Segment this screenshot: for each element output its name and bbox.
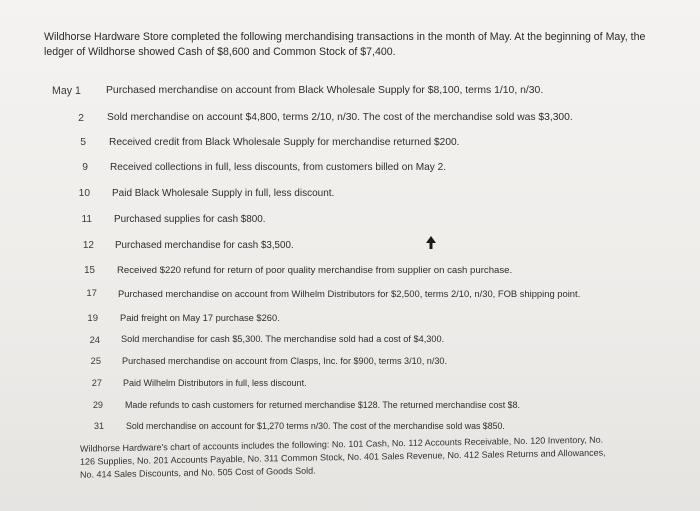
intro-paragraph: Wildhorse Hardware Store completed the following merchandising transactions in the month of May. At the beginning of May, the ledger of Wildhorse showed Cash of $8,600 and Common Stock of $7,400. <box>44 31 646 58</box>
transaction-text: Paid Wilhelm Distributors in full, less discount. <box>123 378 307 388</box>
transaction-text: Paid freight on May 17 purchase $260. <box>120 313 280 323</box>
transaction-text: Purchased merchandise on account from Clasps, Inc. for $900, terms 3/10, n/30. <box>122 356 448 366</box>
transaction-date: 31 <box>93 421 104 431</box>
transaction-date: 11 <box>81 214 92 225</box>
transaction-text: Paid Black Wholesale Supply in full, less discount. <box>112 188 335 199</box>
transaction-text: Made refunds to cash customers for returned merchandise $128. The returned merchandise cost $8. <box>125 400 520 410</box>
transaction-text: Received collections in full, less discounts, from customers billed on May 2. <box>110 162 447 173</box>
transaction-text: Sold merchandise on account $4,800, terms 2/10, n/30. The cost of the merchandise sold was $3,300. <box>107 112 573 123</box>
transaction-text: Purchased supplies for cash $800. <box>114 214 266 225</box>
transaction-date: 12 <box>82 240 94 251</box>
transaction-date: 10 <box>78 188 90 199</box>
transaction-date: 27 <box>91 378 102 388</box>
transaction-date: 19 <box>87 313 98 324</box>
transaction-date: 29 <box>92 400 103 410</box>
transaction-text: Purchased merchandise on account from Wilhelm Distributors for $2,500, terms 2/10, n/30, FOB shipping point. <box>118 288 581 299</box>
transaction-text: Purchased merchandise for cash $3,500. <box>115 240 294 251</box>
transaction-date: 9 <box>82 162 88 173</box>
transaction-text: Sold merchandise on account for $1,270 terms n/30. The cost of the merchandise sold was $850. <box>126 421 505 431</box>
transaction-text: Purchased merchandise on account from Black Wholesale Supply for $8,100, terms 1/10, n/30. <box>106 85 544 96</box>
chart-of-accounts-note: Wildhorse Hardware's chart of accounts includes the following: No. 101 Cash, No. 112 Accounts Receivable, No. 120 Inventory, No. 126 Supplies, No. 201 Accounts Payable, No. 311 Common Stock, No. 401 Sales Revenue, No. 412 Sales Returns and Allowances, No. 414 Sales Discounts, and No. 505 Cost of Goods Sold. <box>80 434 606 480</box>
transaction-text: Received $220 refund for return of poor quality merchandise from supplier on cash purchase. <box>117 265 513 276</box>
transaction-date: 17 <box>86 288 97 299</box>
transaction-date: 5 <box>80 137 86 148</box>
transaction-date: 25 <box>90 356 101 366</box>
transaction-date: 24 <box>89 334 100 345</box>
mouse-cursor-icon <box>425 236 437 250</box>
transaction-date: 2 <box>78 112 84 124</box>
transaction-date: May 1 <box>52 85 81 97</box>
transaction-text: Sold merchandise for cash $5,300. The merchandise sold had a cost of $4,300. <box>121 334 445 344</box>
transaction-date: 15 <box>84 265 95 276</box>
transaction-text: Received credit from Black Wholesale Supply for merchandise returned $200. <box>109 137 460 148</box>
